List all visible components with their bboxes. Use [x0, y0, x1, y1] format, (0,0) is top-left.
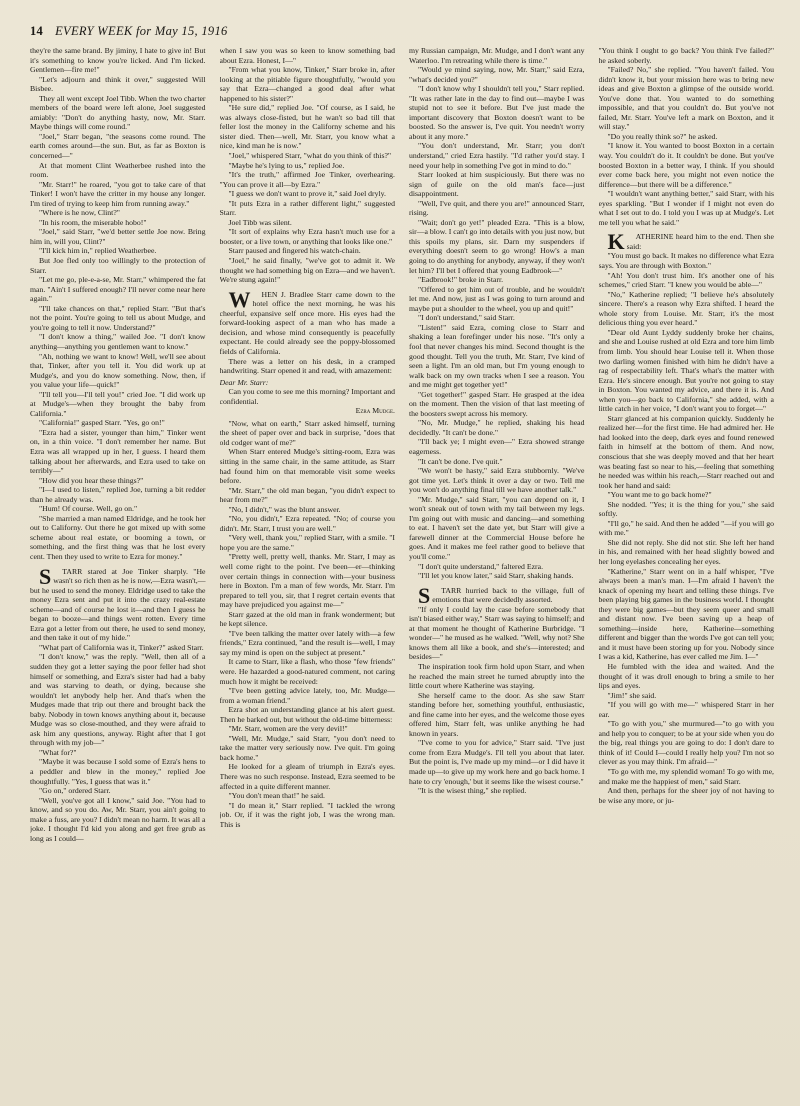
- paragraph: And then, perhaps for the sheer joy of not having to be wise any more, or ju-: [598, 786, 774, 805]
- paragraph: "How did you hear these things?": [39, 475, 144, 485]
- paragraph: "What for?": [39, 747, 77, 757]
- text-columns: [30, 46, 774, 1096]
- paragraph: "Maybe he's lying to us," replied Joe.: [228, 160, 345, 170]
- paragraph: "Where is he now, Clint?": [39, 208, 120, 218]
- paragraph: "Very well, thank you," replied Starr, with a smile. "I hope you are the same.": [219, 533, 395, 552]
- paragraph: "I don't know a thing," wailed Joe. "I don't know anything—anything you gentlemen want to know.": [30, 332, 206, 351]
- paragraph: "To go with me, my splendid woman! To go with me, and make me the happiest of men," said Starr.: [598, 767, 774, 786]
- paragraph: "I do mean it," Starr replied. "I tackled the wrong job. Or, if it was the right job, I was the wrong man. This is: [219, 800, 395, 829]
- paragraph: "I don't quite understand," faltered Ezra.: [418, 561, 544, 571]
- paragraph: Dear Mr. Starr:: [219, 377, 269, 387]
- paragraph: "If you will go with me—" whispered Starr in her ear.: [598, 700, 774, 719]
- paragraph: "Wait; don't go yet!" pleaded Ezra. "This is a blow, sir—a blow. I can't go into details with you just now, but this spoils my plans, sir. Darn my suspenders if everything doesn't seem to go wrong! How's a man going to do anything for anybody, anyway, if they won't let him? I'll bet I offered that young Eadbrook—": [409, 217, 585, 275]
- paragraph: "No, Mr. Mudge," he replied, shaking his head decidedly. "It can't be done.": [409, 418, 585, 437]
- paragraph: "It's the truth," affirmed Joe Tinker, overhearing. "You can prove it all—by Ezra.": [219, 170, 395, 189]
- paragraph: "You want me to go back home?": [607, 490, 712, 500]
- paragraph: "Go on," ordered Starr.: [39, 786, 111, 796]
- paragraph: STARR hurried back to the village, full of emotions that were decidedly assorted.: [418, 582, 585, 608]
- paragraph: "It can't be done. I've quit.": [418, 456, 503, 466]
- paragraph: "Well, you've got all I know," said Joe. "You had to know, and so you do. Aw, Mr. Starr, you ain't going to make a fuss, are you? I didn't mean no harm. It was all a joke. I thought I'd kid you along and get free grub as long as I could—: [30, 795, 206, 843]
- paragraph: He fumbled with the idea and waited. And the thought of it was droll enough to bring a smile to her lips and eyes.: [598, 662, 774, 691]
- column-1: [30, 46, 206, 1096]
- paragraph: they're the same brand. By jiminy, I hate to give in! But it's something to know you're licked. And I'm licked. Gentlemen—fire me!": [30, 46, 206, 75]
- paragraph: "You don't mean that!" he said.: [228, 791, 325, 801]
- paragraph: STARR stared at Joe Tinker sharply. "He wasn't so rich then as he is now,—Ezra wasn't,—but he used to send the money. Eldridge used to take the money Ezra sent and put it into the crazy real-estate scheme—and of course he lost it—and then I guess he began to booze—and things went rotten. Every time Ezra got a letter from out there, he used to send money, and then take it out of my hide.": [30, 563, 206, 643]
- paragraph: "From what you know, Tinker," Starr broke in, after looking at the pitiable figure thoughtfully, "would you say that Ezra—changed a good deal after what happened to his sister?": [219, 65, 395, 103]
- paragraph: She nodded. "Yes; it is the thing for you," she said softly.: [598, 499, 774, 519]
- paragraph: "Joel," said Starr, "we'd better settle Joe now. Bring him in, will you, Clint?": [30, 227, 206, 246]
- paragraph: Starr paused and fingered his watch-chain.: [228, 246, 361, 256]
- paragraph: "We won't be hasty," said Ezra stubbornly. "We've got time yet. Let's think it over a day or two. Tell me you won't do anything final till we have another talk.": [409, 466, 585, 495]
- paragraph: "Ezra had a sister, younger than him," Tinker went on, in a thin voice. "I don't remember her name. But Ezra was all wrapped up in her, I guess. I heard them talking about her afterwards, and Ezra used to take on terribly—": [30, 427, 206, 476]
- paragraph: He looked for a gleam of triumph in Ezra's eyes. There was no such response. Instead, Ezra seemed to be affected in a quite different manner.: [219, 762, 395, 791]
- paragraph: "You must go back. It makes no difference what Ezra says. You are through with Boxton.": [598, 251, 774, 271]
- paragraph: "To go with you," she murmured—"to go with you and help you to conquer; to be at your side when you do the big, real things you are going to do: I don't dare to think of it! Could I—could I really help you? I'm not so clever as you may think. I'm afraid—": [598, 719, 774, 767]
- paragraph: "Let's adjourn and think it over," suggested Will Bisbee.: [30, 74, 206, 94]
- paragraph: Ezra shot an understanding glance at his alert guest. Then he barked out, but without the old-time bitterness:: [219, 705, 395, 724]
- paragraph: "She married a man named Eldridge, and he took her out to Californy. Out there he got mixed up with some scheme about real estate, or booming a town, or something, and the first thing was that he lost every cent. Then they used to write to Ezra for money.": [30, 513, 206, 561]
- paragraph: "California!" gasped Starr. "Yes, go on!": [39, 418, 165, 428]
- paragraph: Starr glanced at his companion quickly. Suddenly he realized her—for the first time. He had admired her. He had looked into the deep, dark eyes and found renewed faith in himself at the bottom of them. And now, conscious that she was deeply moved and that her heart was beating fast so near to his,—feeling that something he needed was within his reach,—Starr reached out and took her hand and said:: [598, 413, 774, 490]
- paragraph: "Now, what on earth," Starr asked himself, turning the sheet of paper over and back in surprise, "does that old codger want of me?": [219, 418, 395, 447]
- page-header: [30, 24, 774, 46]
- column-2: [220, 46, 396, 1096]
- paragraph: "I guess we don't want to prove it," said Joel dryly.: [228, 189, 386, 199]
- paragraph: when I saw you was so keen to know something bad about Ezra. Honest, I—": [219, 46, 395, 65]
- paragraph: "Dear old Aunt Lyddy suddenly broke her chains, and she and Louise rushed at old Ezra and tore him limb from limb. You should hear Louise tell it. When those two darling women finished with him he didn't have a rag of respectability left. That's what's the matter with Ezra. He's sincere enough. But you're not going to stay in Boxton. You wanted my advice, and there it is. And when you—go back to California," she added, with a little catch in her voice, "I don't want you to forget—": [598, 327, 774, 414]
- paragraph: my Russian campaign, Mr. Mudge, and I don't want any Waterloo. I'm retreating while there is time.": [409, 46, 585, 65]
- paragraph: "I'll take chances on that," replied Starr. "But that's not the point. You're going to tell us about Mudge, and you're going to tell it now. Understand?": [30, 303, 206, 332]
- paragraph: At that moment Clint Weatherbee rushed into the room.: [30, 160, 206, 180]
- paragraph: "Failed? No," she replied. "You haven't failed. You didn't know it, but your mission here was to bring new ideas and give Boxton a glimpse of the outside world. You've done that. You wanted to do something impossible, and that you couldn't do. But you've not failed, Mr. Starr. You've left a mark on Boxton, and it will stay.": [598, 65, 774, 132]
- paragraph: Can you come to see me this morning? Important and confidential.: [219, 387, 395, 406]
- paragraph: "Offered to get him out of trouble, and he wouldn't let me. And now, just as I was going to turn around and maybe put a shoulder to the wheel, you up and quit!": [409, 284, 585, 313]
- paragraph: "Let me go, ple-e-a-se, Mr. Starr," whimpered the fat man. "Ain't I suffered enough? I'll never come near here again.": [30, 275, 206, 304]
- paragraph: "Mr. Starr!" he roared, "you got to take care of that Tinker! I won't have the critter in my house any longer. I'm tired of trying to keep him from running away.": [30, 179, 206, 208]
- paragraph: "Would ye mind saying, now, Mr. Starr," said Ezra, "what's decided you?": [409, 65, 585, 84]
- paragraph: "Do you really think so?" he asked.: [607, 131, 718, 141]
- paragraph: "Ah! You don't trust him. It's another one of his schemes," cried Starr. "I knew you would be able—": [598, 270, 774, 290]
- paragraph: Starr gazed at the old man in frank wonderment; but he kept silence.: [219, 609, 395, 629]
- paragraph: "Maybe it was because I sold some of Ezra's hens to a peddler and blew in the money," replied Joe thoughtfully. "Yes, I guess that was it.": [30, 757, 206, 786]
- paragraph: "I'll let you know later," said Starr, shaking hands.: [418, 571, 574, 581]
- paragraph: "Get together!" gasped Starr. He grasped at the idea on the moment. Then the vision of that last meeting of the boosters swept across his memory.: [409, 389, 585, 418]
- paragraph: "No, you didn't," Ezra repeated. "No; of course you didn't. Mr. Starr, I trust you are well.": [219, 514, 395, 533]
- paragraph: "If only I could lay the case before somebody that isn't biased either way," Starr was saying to himself; and at that moment he thought of Katherine Burbridge. "I wonder—" he mused as he walked. "Well, why not? She knows them all like a book, and she's—interested; and besides—": [409, 604, 585, 662]
- running-title: EVERY WEEK for May 15, 1916: [55, 24, 228, 38]
- paragraph: She herself came to the door. As she saw Starr standing before her, something youthful, enthusiastic, and fine came into her eyes, and the welcome those eyes offered him, Starr felt, was unlike anything he had known in years.: [409, 690, 585, 738]
- paragraph: It came to Starr, like a flash, who those "few friends" were. He hazarded a good-natured comment, not caring much how it might be received:: [219, 657, 395, 686]
- paragraph: "Pretty well, pretty well, thanks. Mr. Starr, I may as well come right to the point. I've been—er—thinking over certain things in connection with—your business here in Boxton. I'm a man of few words, Mr. Starr. I'm prepared to tell you, sir, that I regret certain events that may have prejudiced you against me—": [219, 552, 395, 610]
- paragraph: "I don't understand," said Starr.: [418, 313, 515, 323]
- paragraph: "You think I ought to go back? You think I've failed?" he asked soberly.: [598, 46, 774, 65]
- paragraph: "What part of California was it, Tinker?" asked Starr.: [39, 642, 204, 652]
- paragraph: "Well, I've quit, and there you are!" announced Starr, rising.: [409, 198, 585, 218]
- column-4: [599, 46, 775, 1096]
- paragraph: "I'll kick him in," replied Weatherbee.: [39, 246, 157, 256]
- paragraph: "I've come to you for advice," Starr said. "I've just come from Ezra Mudge's. I'll tell you about that later. But the point is, I've made up my mind—or I did have it made up—to give up my work here and go back home. I hate to cry 'enough,' but it seems like the wisest course.": [409, 738, 585, 786]
- paragraph: "I don't know," was the reply. "Well, then all of a sudden they got a letter saying the poor feller had shot himself or something, and Ezra's sister had had a baby and was starving to death, or dying, because she wouldn't let anybody help her. And that's when the Mudges made that trip out there and brought back the baby. Nobody in town knows anything about it, because Mudge was so close-mouthed, and they were afraid to ask him any questions, anyway. Right after that I got through with my job—": [30, 652, 206, 748]
- paragraph: "Joel," Starr began, "the seasons come round. The earth comes around—the sun. But, as far as Boxton is concerned—": [30, 131, 206, 161]
- paragraph: "Mr. Mudge," said Starr, "you can depend on it, I won't sneak out of town with my tail between my legs. I'm going out with music and dancing—and something to eat. I haven't set the date yet, but Starr will give a farewell dinner at the Commercial House before he goes. And it makes me feel rather good to believe that you'll come.": [409, 494, 585, 561]
- paragraph: "In his room, the miserable hobo!": [39, 217, 147, 227]
- paragraph: "It is the wisest thing," she replied.: [418, 786, 527, 796]
- paragraph: "Listen!" said Ezra, coming close to Starr and shaking a lean forefinger under his nose. "It's only a fool that never changes his mind. Second thought is the good thought. Tell you the truth, Mr. Starr, I've kind of seen a light. I'm an old man, but I'm young enough to walk back on my own tracks when I see a reason. You and me might get together yet!": [409, 322, 585, 390]
- paragraph: "Mr. Starr," the old man began, "you didn't expect to hear from me?": [219, 485, 395, 505]
- paragraph: They all went except Joel Tibb. When the two charter members of the board were left alone, Joel suggested amiably: "Don't do anything hasty, now, Mr. Starr. Maybe things will come round.": [30, 93, 206, 132]
- paragraph: "I've been talking the matter over lately with—a few friends," Ezra continued, "and the result is—well, I may say my mind is open on the subject at present.": [219, 628, 395, 657]
- paragraph: "I'll tell you—I'll tell you!" cried Joe. "I did work up at Mudge's—when they brought the baby from California.": [30, 389, 206, 418]
- paragraph: "I wouldn't want anything better," said Starr, with his eyes sparkling. "But I wonder if I might not even do what I set out to do. I told you I was up at Mudge's. Let me tell you what he said.": [598, 189, 774, 227]
- page-number: 14: [30, 24, 44, 38]
- paragraph: "Eadbrook!" broke in Starr.: [418, 275, 504, 285]
- paragraph: "Well, Mr. Mudge," said Starr, "you don't need to take the matter very seriously now. I've quit. I'm going back home.": [219, 733, 395, 762]
- paragraph: "No, I didn't," was the blunt answer.: [228, 504, 341, 514]
- paragraph: Starr looked at him suspiciously. But there was no sign of guile on the old man's face—just disappointment.: [409, 170, 585, 199]
- paragraph: "I don't know why I shouldn't tell you," Starr replied. "It was rather late in the day to find out—maybe I was stupid not to see it before. But I've just made the important discovery that Boxton doesn't want to be boosted. So the answer is, I've quit. You needn't worry about it any more.": [409, 84, 585, 141]
- paragraph: "Jim!" she said.: [607, 690, 657, 700]
- paragraph: "Katherine," Starr went on in a half whisper, "I've always been a man's man. I—I'm afraid I haven't the knack of opening my heart and telling these things. I've been playing big games in the business world. I thought they were big games—but they seem queer and small and distant now. I've been saving up a heap of something—inside here, Katherine—something different and bigger than the words I've got can tell you; and it must have been storing up for you. Nobody since I was a kid, Katherine, has ever called me Jim. I—": [598, 566, 774, 662]
- paragraph: "Mr. Starr, women are the very devil!": [228, 724, 348, 734]
- paragraph: WHEN J. Bradlee Starr came down to the hotel office the next morning, he was his cheerful, expansive self once more. His eyes had the forward-looking aspect of a man who has made a decision, and whose mind consequently is peacefully expectant. He could already see the poppy-blossomed fields of California.: [219, 286, 395, 356]
- paragraph: "Joel," he said finally, "we've got to admit it. We thought we had something big on Ezra—and we haven't. We're stung again!": [219, 256, 395, 285]
- paragraph: Joel Tibb was silent.: [228, 217, 292, 227]
- paragraph: "It puts Ezra in a rather different light," suggested Starr.: [219, 198, 395, 218]
- paragraph: "He sure did," replied Joe. "Of course, as I said, he was always close-fisted, but he wan't so bad till that feller lost the money in the Californy scheme and his sister died. Then—well, Mr. Starr, you know what a nice, kind man he is now.": [219, 103, 395, 151]
- paragraph: When Starr entered Mudge's sitting-room, Ezra was sitting in the same chair, in the same attitude, as Starr had found him on that memorable visit some weeks before.: [219, 447, 395, 486]
- paragraph: "Ah, nothing we want to know! Well, we'll see about that, Tinker, after you tell it. You did work up at Mudge's, and you do know something. Now, then, if you value your life—quick!": [30, 351, 206, 390]
- paragraph: There was a letter on his desk, in a cramped handwriting. Starr opened it and read, with amazement:: [219, 356, 395, 376]
- column-3: [409, 46, 585, 1096]
- paragraph: "I'll back ye; I might even—" Ezra showed strange eagerness.: [409, 437, 585, 456]
- paragraph: "No," Katherine replied; "I believe he's absolutely sincere. There's a reason why Ezra shifted. I heard the whole story from Louise. Mr. Starr, it's the most delicious thing you ever heard.": [598, 289, 774, 328]
- paragraph: "You don't understand, Mr. Starr; you don't understand," cried Ezra hastily. "I'd rather you'd stay. I need your help in something I've got in mind to do.": [409, 141, 585, 170]
- paragraph: "Hum! Of course. Well, go on.": [39, 504, 138, 514]
- paragraph: "I'll go," he said. And then he added "—if you will go with me.": [598, 518, 774, 538]
- paragraph: She did not reply. She did not stir. She left her hand in his, and remained with her head slightly bowed and her long eyelashes concealing her eyes.: [598, 537, 774, 566]
- paragraph: Ezra Mudge.: [355, 406, 395, 416]
- paragraph: The inspiration took firm hold upon Starr, and when he reached the main street he turned abruptly into the little court where Katherine was staying.: [409, 662, 585, 691]
- paragraph: "Joel," whispered Starr, "what do you think of this?": [228, 151, 392, 161]
- paragraph: But Joe fled only too willingly to the protection of Starr.: [30, 256, 206, 275]
- paragraph: "I've been getting advice lately, too, Mr. Mudge—from a woman friend.": [219, 686, 395, 705]
- paragraph: "I know it. You wanted to boost Boxton in a certain way. You couldn't do it. It couldn't be done. But you've boosted Boxton in a better way, I think. If you should ever come back here, you might not even notice the difference—but there will be a difference.": [598, 141, 774, 189]
- paragraph: "I—I used to listen," replied Joe, turning a bit redder than he already was.: [30, 485, 206, 504]
- paragraph: KATHERINE heard him to the end. Then she said:: [607, 229, 774, 255]
- paragraph: "It sort of explains why Ezra hasn't much use for a booster, or a live town, or anything that looks like one.": [219, 227, 395, 246]
